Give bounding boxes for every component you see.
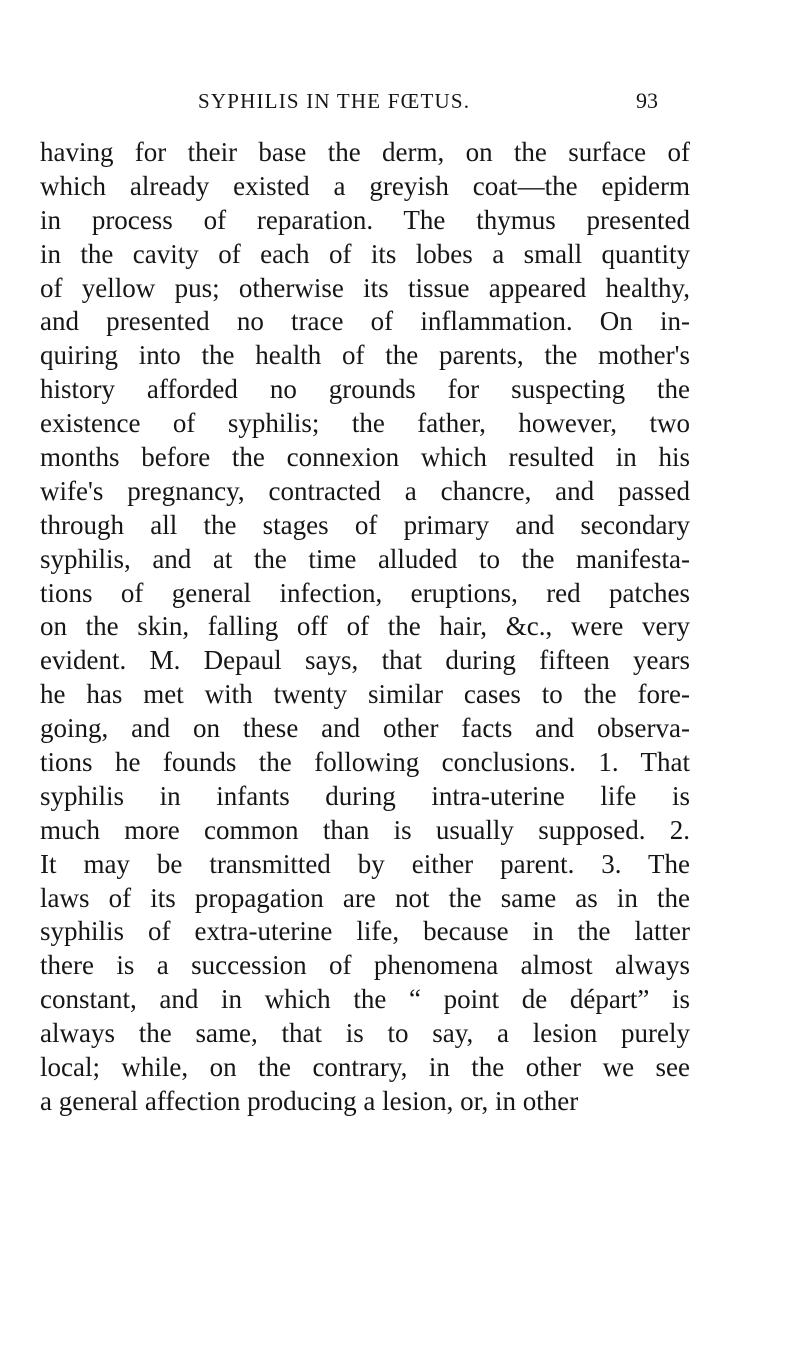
text-line: having for their base the derm, on the surface of <box>40 137 690 167</box>
page-number: 93 <box>636 88 658 113</box>
text-line: through all the stages of primary and secondary <box>40 509 690 540</box>
text-line: a general affection producing a lesion, or, in other <box>40 1085 579 1116</box>
text-line: going, and on these and other facts and observa- <box>40 713 690 744</box>
text-line: months before the connexion which resulted in his <box>40 442 690 473</box>
text-line: laws of its propagation are not the same as in the <box>40 882 690 913</box>
text-line: tions he founds the following conclusions. 1. That <box>40 747 690 778</box>
text-line: local; while, on the contrary, in the other we see <box>40 1052 690 1083</box>
text-line: existence of syphilis; the father, however, two <box>40 408 690 439</box>
text-line: evident. M. Depaul says, that during fifteen years <box>40 645 690 676</box>
body-text <box>40 136 690 1119</box>
text-line: in process of reparation. The thymus presented <box>40 204 690 235</box>
text-line: syphilis, and at the time alluded to the manifesta- <box>40 543 690 574</box>
text-line: of yellow pus; otherwise its tissue appeared healthy, <box>40 272 690 303</box>
text-line: in the cavity of each of its lobes a small quantity <box>40 238 690 269</box>
text-line: which already existed a greyish coat—the epiderm <box>40 170 690 201</box>
running-title: SYPHILIS IN THE FŒTUS. <box>198 89 471 113</box>
text-line: syphilis of extra-uterine life, because in the latter <box>40 916 690 947</box>
text-line: always the same, that is to say, a lesion purely <box>40 1018 690 1049</box>
text-line: quiring into the health of the parents, the mother's <box>40 340 690 371</box>
text-line: It may be transmitted by either parent. 3. The <box>40 848 690 879</box>
text-line: he has met with twenty similar cases to the fore- <box>40 679 690 710</box>
text-line: and presented no trace of inflammation. On in- <box>40 306 690 337</box>
text-line: tions of general infection, eruptions, red patches <box>40 577 690 608</box>
text-line: syphilis in infants during intra-uterine life is <box>40 780 690 811</box>
text-line: there is a succession of phenomena almost always <box>40 950 690 981</box>
text-line: on the skin, falling off of the hair, &c., were very <box>40 611 690 642</box>
text-line: wife's pregnancy, contracted a chancre, and passed <box>40 475 690 506</box>
running-head <box>198 88 658 114</box>
text-line: constant, and in which the “ point de départ” is <box>40 984 690 1015</box>
text-line: history afforded no grounds for suspecting the <box>40 374 690 405</box>
text-line: much more common than is usually supposed. 2. <box>40 814 690 845</box>
